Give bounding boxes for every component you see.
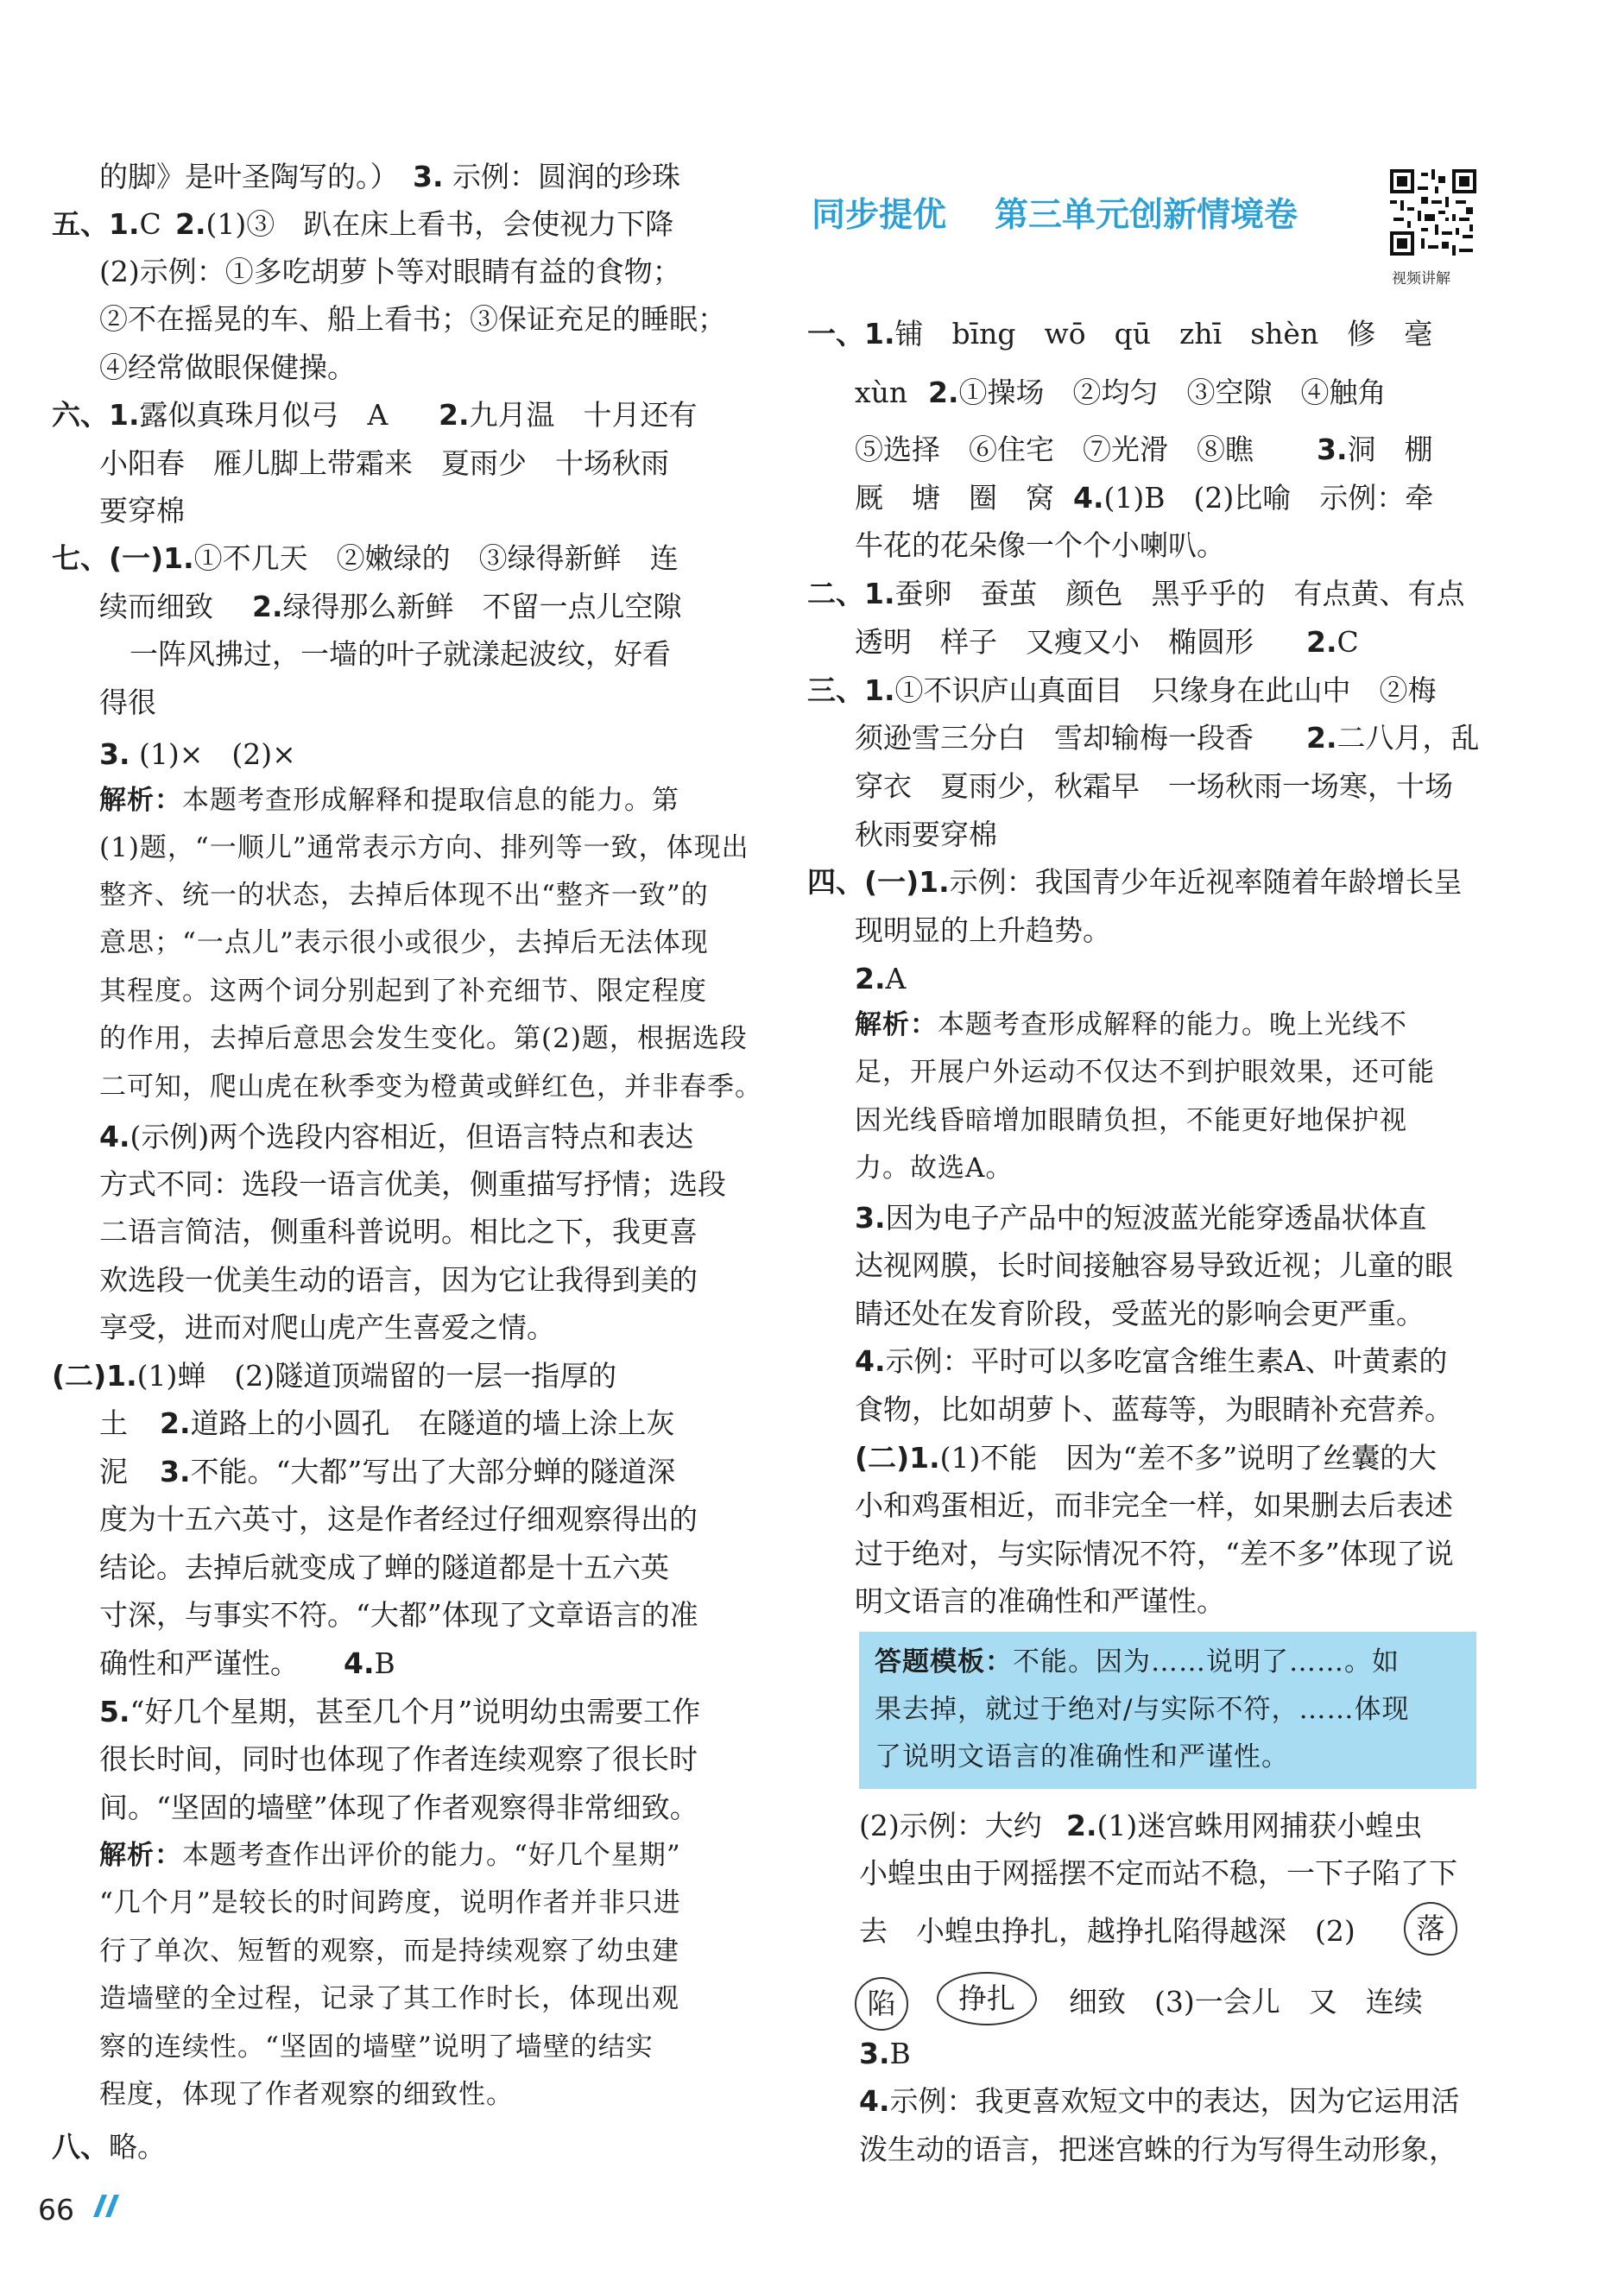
text-line: 4.(1)B (2)比喻 示例：牵: [1073, 481, 1434, 515]
text-line: 的作用，去掉后意思会发生变化。第(2)题，根据选段: [99, 1023, 748, 1054]
text-line: 细致 (3)一会儿 又 连续: [1069, 1985, 1423, 2019]
text-line: 因光线昏暗增加眼睛负担，不能更好地保护视: [855, 1105, 1407, 1136]
text-line: 透明 样子 又瘦又小 椭圆形: [855, 625, 1254, 659]
text-line: 得很: [99, 686, 156, 719]
text-line: 二、1.蚕卵 蚕茧 颜色 黑乎乎的 有点黄、有点: [807, 577, 1465, 610]
text-line: 2.道路上的小圆孔 在隧道的墙上涂上灰: [160, 1406, 675, 1440]
text-line: 四、(一)1.示例：我国青少年近视率随着年龄增长呈: [807, 865, 1463, 899]
text-line: 很长时间，同时也体现了作者连续观察了很长时: [99, 1742, 698, 1776]
text-line: ②不在摇晃的车、船上看书；③保证充足的睡眠；: [99, 302, 726, 336]
text-line: 4.(示例)两个选段内容相近，但语言特点和表达: [99, 1120, 694, 1153]
text-line: 足，开展户外运动不仅达不到护眼效果，还可能: [855, 1057, 1435, 1088]
answer-template-box: [859, 1632, 1476, 1789]
text-line: “几个月”是较长的时间跨度，说明作者并非只进: [99, 1887, 681, 1918]
text-line: 现明显的上升趋势。: [855, 913, 1111, 947]
text-line: ④经常做眼保健操。: [99, 351, 356, 384]
text-line: 一阵风拂过，一墙的叶子就漾起波纹，好看: [130, 637, 671, 671]
text-line: 六、1.露似真珠月似弓 A: [52, 398, 389, 432]
text-line: xùn: [855, 376, 908, 409]
text-line: 察的连续性。“坚固的墙壁”说明了墙壁的结实: [99, 2031, 654, 2063]
text-line: 牛花的花朵像一个个小喇叭。: [855, 528, 1225, 562]
text-line: 小蝗虫由于网摇摆不定而站不稳，一下子陷了下: [859, 1856, 1457, 1890]
text-line: 结论。去掉后就变成了蝉的隧道都是十五六英: [99, 1551, 669, 1584]
text-line: 解析：本题考查形成解释的能力。晚上光线不: [855, 1009, 1407, 1040]
page-number: 66: [38, 2193, 74, 2227]
text-line: 土: [99, 1406, 128, 1440]
page-slash-mark-icon: [93, 2195, 119, 2217]
circled-word: 挣扎: [937, 1972, 1037, 2025]
text-line: 力。故选A。: [855, 1153, 1014, 1184]
text-line: 2.绿得那么新鲜 不留一点儿空隙: [252, 590, 682, 623]
text-line: 3.洞 棚: [1317, 433, 1433, 466]
section-header: [803, 173, 1373, 245]
text-line: 解析：本题考查形成解释和提取信息的能力。第: [99, 785, 679, 816]
text-line: 5.“好几个星期，甚至几个月”说明幼虫需要工作: [99, 1695, 701, 1728]
text-line: 明文语言的准确性和严谨性。: [855, 1584, 1225, 1618]
text-line: 4.B: [344, 1646, 395, 1680]
text-line: 程度，体现了作者观察的细致性。: [99, 2079, 514, 2110]
text-line: 享受，进而对爬山虎产生喜爱之情。: [99, 1311, 555, 1344]
text-line: 3.B: [859, 2037, 911, 2070]
text-line: 2.二八月，乱: [1306, 721, 1480, 755]
circled-char: 落: [1404, 1902, 1457, 1956]
text-line: 小阳春 雁儿脚上带霜来 夏雨少 十场秋雨: [99, 446, 669, 480]
text-line: 2.(1)迷宫蛛用网捕获小蝗虫: [1066, 1809, 1423, 1842]
text-line: 穿衣 夏雨少，秋霜早 一场秋雨一场寒，十场: [855, 769, 1453, 803]
text-line: 整齐、统一的状态，去掉后体现不出“整齐一致”的: [99, 880, 709, 911]
text-line: 确性和严谨性。: [99, 1646, 299, 1680]
text-line: 欢选段一优美生动的语言，因为它让我得到美的: [99, 1263, 698, 1297]
text-line: 食物，比如胡萝卜、蓝莓等，为眼睛补充营养。: [855, 1393, 1453, 1426]
text-line: 造墙壁的全过程，记录了其工作时长，体现出观: [99, 1983, 679, 2014]
text-line: 3. (1)× (2)×: [99, 737, 296, 771]
text-line: 行了单次、短暂的观察，而是持续观察了幼虫建: [99, 1936, 679, 1967]
text-line: 2.(1)③ 趴在床上看书，会使视力下降: [175, 207, 674, 241]
text-line: 的脚》是叶圣陶写的。）: [99, 160, 399, 193]
text-line: (二)1.(1)不能 因为“差不多”说明了丝囊的大: [855, 1441, 1438, 1475]
text-line: 3.因为电子产品中的短波蓝光能穿透晶状体直: [855, 1201, 1427, 1235]
text-line: 4.示例：平时可以多吃富含维生素A、叶黄素的: [855, 1344, 1448, 1378]
text-line: 3.不能。“大都”写出了大部分蝉的隧道深: [160, 1455, 676, 1488]
header-title-b: 第三单元创新情境卷: [995, 196, 1299, 235]
text-line: 续而细致: [99, 590, 213, 623]
text-line: 2.A: [855, 962, 907, 995]
text-line: (2)示例：大约: [859, 1809, 1042, 1842]
qr-caption: 视频讲解: [1392, 270, 1450, 287]
text-line: ⑤选择 ⑥住宅 ⑦光滑 ⑧瞧: [855, 433, 1254, 466]
text-line: 五、1.C: [52, 207, 161, 241]
text-line: 过于绝对，与实际情况不符，“差不多”体现了说: [855, 1537, 1454, 1570]
text-line: 方式不同：选段一语言优美，侧重描写抒情；选段: [99, 1167, 726, 1201]
text-line: 4.示例：我更喜欢短文中的表达，因为它运用活: [859, 2084, 1460, 2118]
text-line: 三、1.①不识庐山真面目 只缘身在此山中 ②梅: [807, 673, 1437, 707]
template-line: 果去掉，就过于绝对/与实际不符，……体现: [875, 1694, 1410, 1725]
template-line: 了说明文语言的准确性和严谨性。: [875, 1741, 1289, 1772]
text-line: 2.C: [1306, 625, 1359, 659]
circled-char: 陷: [855, 1977, 908, 2031]
text-line: 2.九月温 十月还有: [439, 398, 698, 432]
text-line: (1)题，“一顺儿”通常表示方向、排列等一致，体现出: [99, 832, 749, 863]
text-line: 3. 示例：圆润的珍珠: [413, 160, 680, 193]
text-line: 解析：本题考查作出评价的能力。“好几个星期”: [99, 1840, 681, 1871]
text-line: 二语言简洁，侧重科普说明。相比之下，我更喜: [99, 1215, 698, 1248]
text-line: 意思；“一点儿”表示很小或很少，去掉后无法体现: [99, 927, 709, 958]
text-line: (2)示例：①多吃胡萝卜等对眼睛有益的食物；: [99, 255, 681, 288]
text-line: 要穿棉: [99, 494, 185, 528]
text-line: (二)1.(1)蝉 (2)隧道顶端留的一层一指厚的: [52, 1359, 617, 1393]
text-line: 七、(一)1.①不几天 ②嫩绿的 ③绿得新鲜 连: [52, 541, 679, 575]
text-line: 秋雨要穿棉: [855, 818, 997, 851]
text-line: 其程度。这两个词分别起到了补充细节、限定程度: [99, 976, 707, 1007]
text-line: 睛还处在发育阶段，受蓝光的影响会更严重。: [855, 1297, 1425, 1330]
text-line: 小和鸡蛋相近，而非完全一样，如果删去后表述: [855, 1488, 1453, 1522]
header-title-a: 同步提优: [812, 196, 947, 235]
text-line: 2.①操场 ②均匀 ③空隙 ④触角: [928, 376, 1387, 409]
text-line: 泼生动的语言，把迷宫蛛的行为写得生动形象，: [859, 2133, 1457, 2166]
text-line: 度为十五六英寸，这是作者经过仔细观察得出的: [99, 1502, 698, 1536]
text-line: 泥: [99, 1455, 128, 1488]
text-line: 间。“坚固的墙壁”体现了作者观察得非常细致。: [99, 1791, 698, 1824]
text-line: 去 小蝗虫挣扎，越挣扎陷得越深 (2): [859, 1914, 1355, 1948]
template-line: 答题模板：不能。因为……说明了……。如: [875, 1646, 1400, 1678]
text-line: 寸深，与事实不符。“大都”体现了文章语言的准: [99, 1598, 698, 1632]
text-line: 二可知，爬山虎在秋季变为橙黄或鲜红色，并非春季。: [99, 1071, 762, 1103]
text-line: 须逊雪三分白 雪却输梅一段香: [855, 721, 1254, 755]
text-line: 达视网膜，长时间接触容易导致近视；儿童的眼: [855, 1248, 1453, 1282]
text-line: 厩 塘 圈 窝: [855, 481, 1054, 515]
text-line: 一、1.铺 bīng wō qū zhī shèn 修 毫: [807, 317, 1433, 351]
text-line: 八、略。: [52, 2130, 166, 2164]
qr-code-icon[interactable]: [1390, 169, 1476, 256]
